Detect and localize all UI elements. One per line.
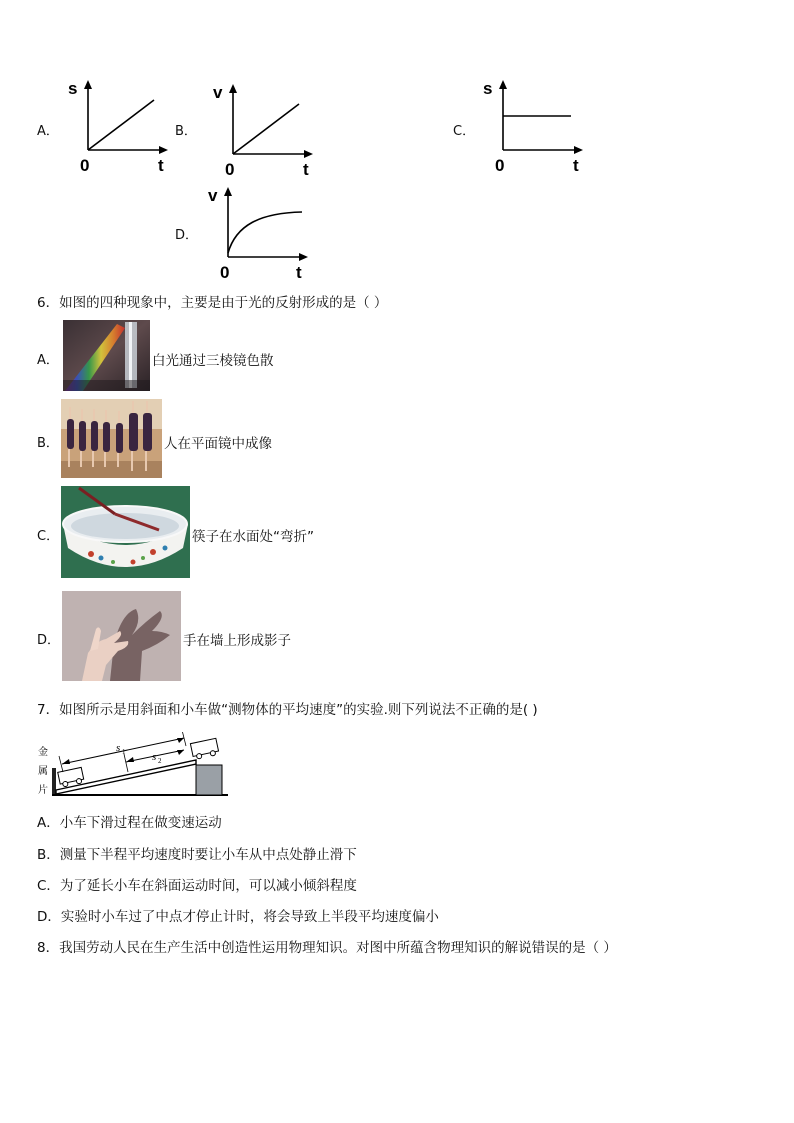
graph-a-origin: 0 — [80, 156, 90, 175]
q6-option-a-caption: 白光通过三棱镜色散 — [152, 353, 274, 369]
graph-d-origin: 0 — [220, 263, 230, 282]
graph-b-origin: 0 — [225, 160, 235, 179]
graph-a-y-label: s — [68, 79, 78, 98]
prism-dispersion-photo — [63, 320, 150, 391]
chopstick-bowl-photo — [61, 486, 190, 578]
q6-option-d-caption: 手在墙上形成影子 — [183, 633, 291, 649]
q6-option-b-caption: 人在平面镜中成像 — [164, 436, 272, 452]
graph-d-v-t — [200, 183, 320, 283]
metal-plate-char-3: 片 — [38, 785, 48, 796]
q6-option-c-letter: C． — [37, 529, 60, 544]
option-d-letter: D． — [175, 228, 199, 243]
s2-subscript: 2 — [158, 757, 162, 765]
q7-option-b: B．测量下半程平均速度时要让小车从中点处静止滑下 — [37, 847, 357, 863]
s2-label: s — [152, 751, 157, 763]
q7-option-c: C．为了延长小车在斜面运动时间，可以减小倾斜程度 — [37, 878, 357, 894]
q6-option-c-caption: 筷子在水面处“弯折” — [192, 529, 314, 545]
graph-a-x-label: t — [158, 156, 164, 175]
graph-b-y-label: v — [213, 83, 223, 102]
s1-subscript: 1 — [122, 748, 126, 756]
graph-d-y-label: v — [208, 186, 218, 205]
q6-option-a-letter: A． — [37, 353, 59, 368]
hand-shadow-photo — [62, 591, 181, 681]
option-c-letter: C． — [453, 124, 476, 139]
graph-a-s-t — [60, 76, 180, 176]
q7-option-d: D．实验时小车过了中点才停止计时，将会导致上半段平均速度偏小 — [37, 909, 439, 925]
graph-b-x-label: t — [303, 160, 309, 179]
option-a-letter: A． — [37, 124, 59, 139]
metal-plate-char-1: 金 — [38, 747, 48, 758]
q6-option-b-letter: B． — [37, 436, 59, 451]
graph-c-y-label: s — [483, 79, 493, 98]
option-b-letter: B． — [175, 124, 197, 139]
question-7-stem: 7．如图所示是用斜面和小车做“测物体的平均速度”的实验.则下列说法不正确的是( ) — [37, 702, 538, 718]
incline-cart-diagram — [36, 732, 230, 800]
mirror-dancers-photo — [61, 399, 162, 478]
graph-c-origin: 0 — [495, 156, 505, 175]
q6-option-d-letter: D． — [37, 633, 61, 648]
s1-label: s — [116, 742, 121, 754]
q7-option-a: A．小车下滑过程在做变速运动 — [37, 815, 222, 831]
question-6-stem: 6．如图的四种现象中，主要是由于光的反射形成的是（ ） — [37, 295, 388, 311]
graph-d-x-label: t — [296, 263, 302, 282]
graph-c-s-t — [475, 76, 595, 176]
graph-b-v-t — [205, 80, 325, 180]
metal-plate-char-2: 属 — [38, 766, 48, 777]
graph-c-x-label: t — [573, 156, 579, 175]
question-8-stem: 8．我国劳动人民在生产生活中创造性运用物理知识。对图中所蕴含物理知识的解说错误的是（ ） — [37, 940, 617, 956]
